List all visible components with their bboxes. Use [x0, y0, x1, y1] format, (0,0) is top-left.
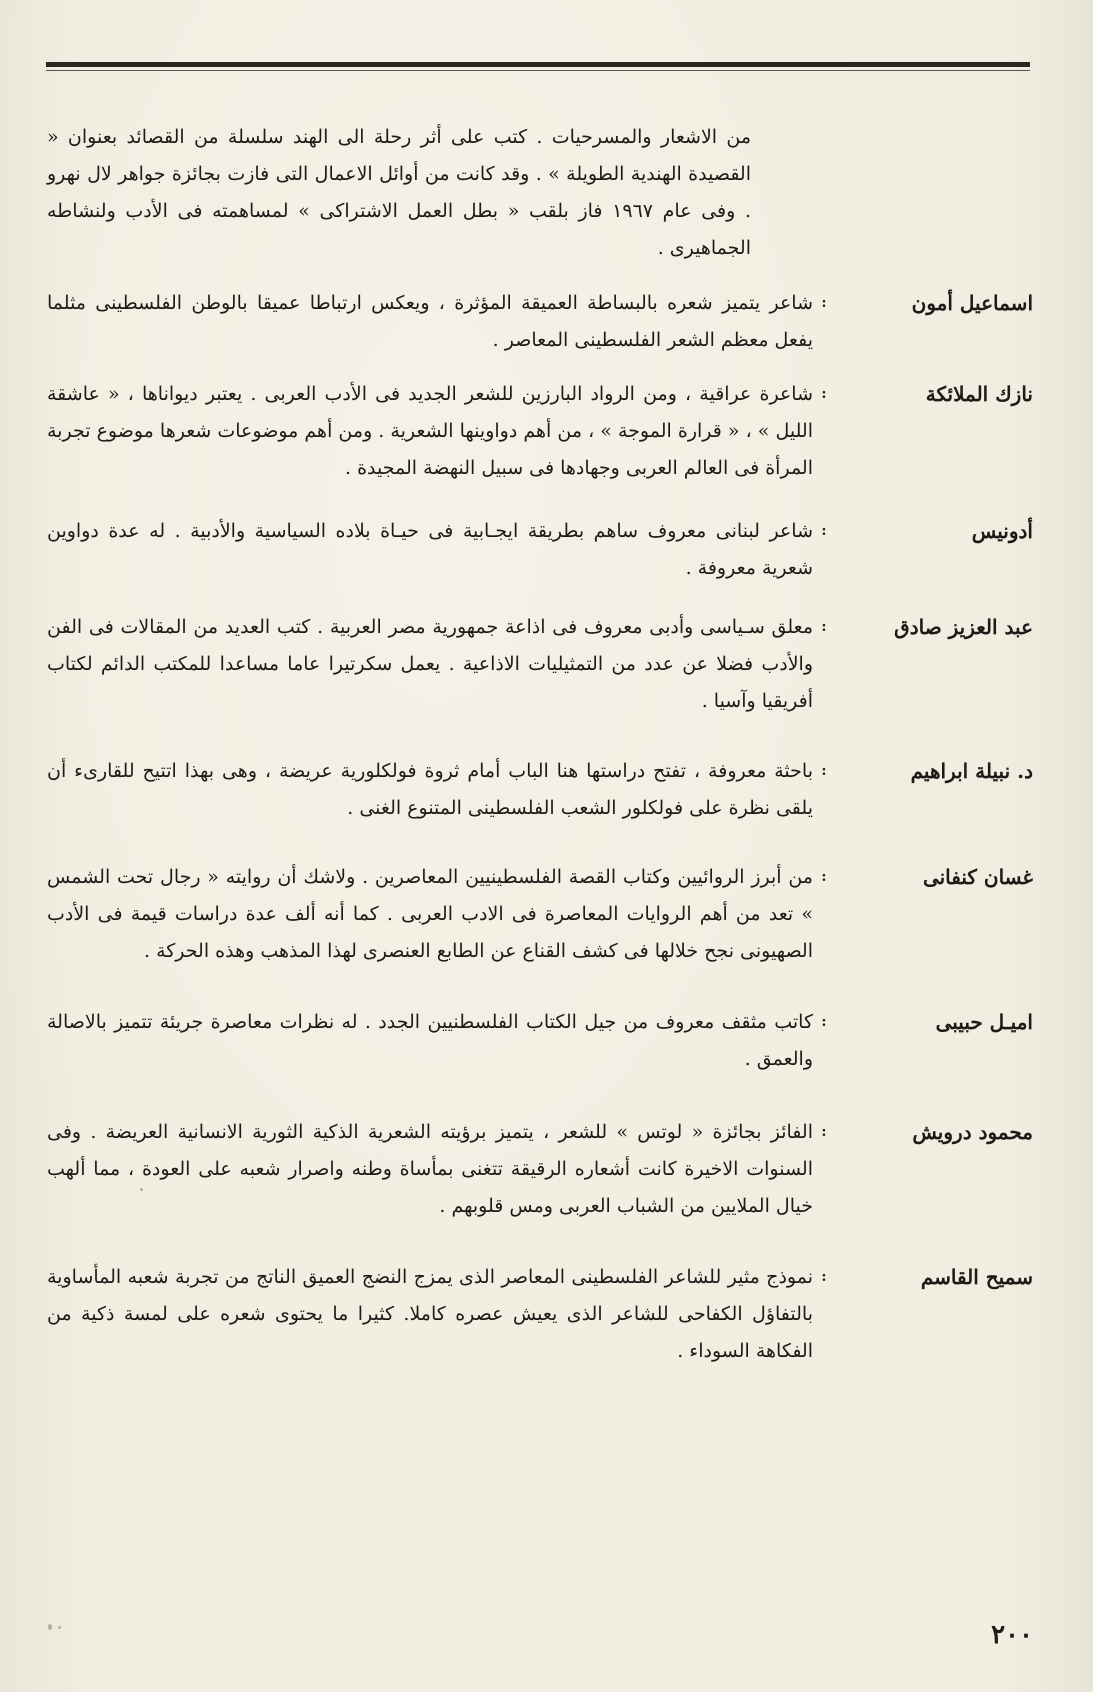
author-description: شاعرة عراقية ، ومن الرواد البارزين للشعر الجديد فى الأدب العربى . يعتبر ديواناها ، « عاشقة الليل » ، « قرارة الموجة » ، من أهم دواوينها الشعرية . ومن أهم موضوعات شعرها موضوع تجربة المرأة فى العالم العربى وجهادها فى سبيل النهضة المجيدة . [47, 383, 813, 479]
entry-bullet: : [821, 295, 827, 311]
paper-speck [140, 1188, 143, 1191]
biography-entry [47, 513, 1033, 587]
author-description: كاتب مثقف معروف من جيل الكتاب الفلسطنيين الجدد . له نظرات معاصرة جريئة تتميز بالاصالة والعمق . [47, 1011, 813, 1070]
author-name: اسماعيل أمون [911, 291, 1033, 315]
biography-entry [47, 1114, 1033, 1225]
author-description: معلق سـياسى وأدبى معروف فى اذاعة جمهورية مصر العربية . كتب العديد من المقالات فى الفن والأدب فضلا عن عدد من التمثيليات الاذاعية . يعمل سكرتيرا عاما مساعدا للمكتب الدائم لكتاب أفريقيا وآسيا . [47, 616, 813, 712]
author-name: عبد العزيز صادق [894, 615, 1033, 639]
paper-speck [48, 1624, 52, 1630]
author-name: أدونيس [971, 519, 1033, 543]
paper-speck [58, 1626, 61, 1629]
author-name: محمود درويش [912, 1120, 1033, 1144]
author-description: شاعر لبنانى معروف ساهم بطريقة ايجـابية فى حيـاة بلاده السياسية والأدبية . له عدة دواوين شعرية معروفة . [47, 520, 813, 579]
biography-entry [47, 859, 1033, 970]
author-description: نموذج مثير للشاعر الفلسطينى المعاصر الذى يمزج النضج العميق الناتج من تجربة شعبه المأساوية بالتفاؤل الكفاحى للشاعر الذى يعيش عصره كاملا. كثيرا ما يحتوى شعره على لمسة ذكية من الفكاهة السوداء . [47, 1266, 813, 1362]
entry-bullet: : [821, 869, 827, 885]
biography-list [47, 285, 1033, 1370]
author-name: د. نبيلة ابراهيم [910, 759, 1033, 783]
entry-bullet: : [821, 1014, 827, 1030]
author-name: اميـل حبيبى [935, 1010, 1033, 1034]
entry-bullet: : [821, 523, 827, 539]
biography-entry [47, 1259, 1033, 1370]
entry-bullet: : [821, 1269, 827, 1285]
entry-bullet: : [821, 763, 827, 779]
biography-entry [47, 609, 1033, 720]
author-description: شاعر يتميز شعره بالبساطة العميقة المؤثرة ، ويعكس ارتباطا عميقا بالوطن الفلسطينى مثلما يفعل معظم الشعر الفلسطينى المعاصر . [47, 292, 813, 351]
author-name: نازك الملائكة [925, 382, 1033, 406]
biography-entry [47, 285, 1033, 359]
biography-entry [47, 376, 1033, 487]
intro-paragraph: من الاشعار والمسرحيات . كتب على أثر رحلة الى الهند سلسلة من القصائد بعنوان « القصيدة الهندية الطويلة » . وقد كانت من أوائل الاعمال التى فازت بجائزة جواهر لال نهرو . وفى عام ١٩٦٧ فاز بلقب « بطل العمل الاشتراكى » لمساهمته فى الأدب ولنشاطه الجماهيرى . [47, 126, 751, 259]
biography-entry [47, 1004, 1033, 1078]
entry-bullet: : [821, 386, 827, 402]
page-number: ٢٠٠ [991, 1620, 1033, 1650]
entry-bullet: : [821, 619, 827, 635]
author-name: سميح القاسم [920, 1265, 1033, 1289]
entry-bullet: : [821, 1124, 827, 1140]
author-description: الفائز بجائزة « لوتس » للشعر ، يتميز برؤيته الشعرية الذكية الثورية الانسانية العريضة . وفى السنوات الاخيرة كانت أشعاره الرقيقة تتغنى بمأساة وطنه واصرار شعبه على العودة ، مما ألهب خيال الملايين من الشباب العربى ومس قلوبهم . [47, 1121, 813, 1217]
header-rule [46, 62, 1030, 67]
biography-entry [47, 753, 1033, 827]
author-name: غسان كنفانى [922, 865, 1033, 889]
author-description: باحثة معروفة ، تفتح دراستها هنا الباب أمام ثروة فولكلورية عريضة ، وهى بهذا اتتيح للقارىء أن يلقى نظرة على فولكلور الشعب الفلسطينى المتنوع الغنى . [47, 760, 813, 819]
author-description: من أبرز الروائيين وكتاب القصة الفلسطينيين المعاصرين . ولاشك أن روايته « رجال تحت الشمس » تعد من أهم الروايات المعاصرة فى الادب العربى . كما أنه ألف عدة دراسات قيمة فى الأدب الصهيونى نجح خلالها فى كشف القناع عن الطابع العنصرى لهذا المذهب وهذه الحركة . [47, 866, 813, 962]
